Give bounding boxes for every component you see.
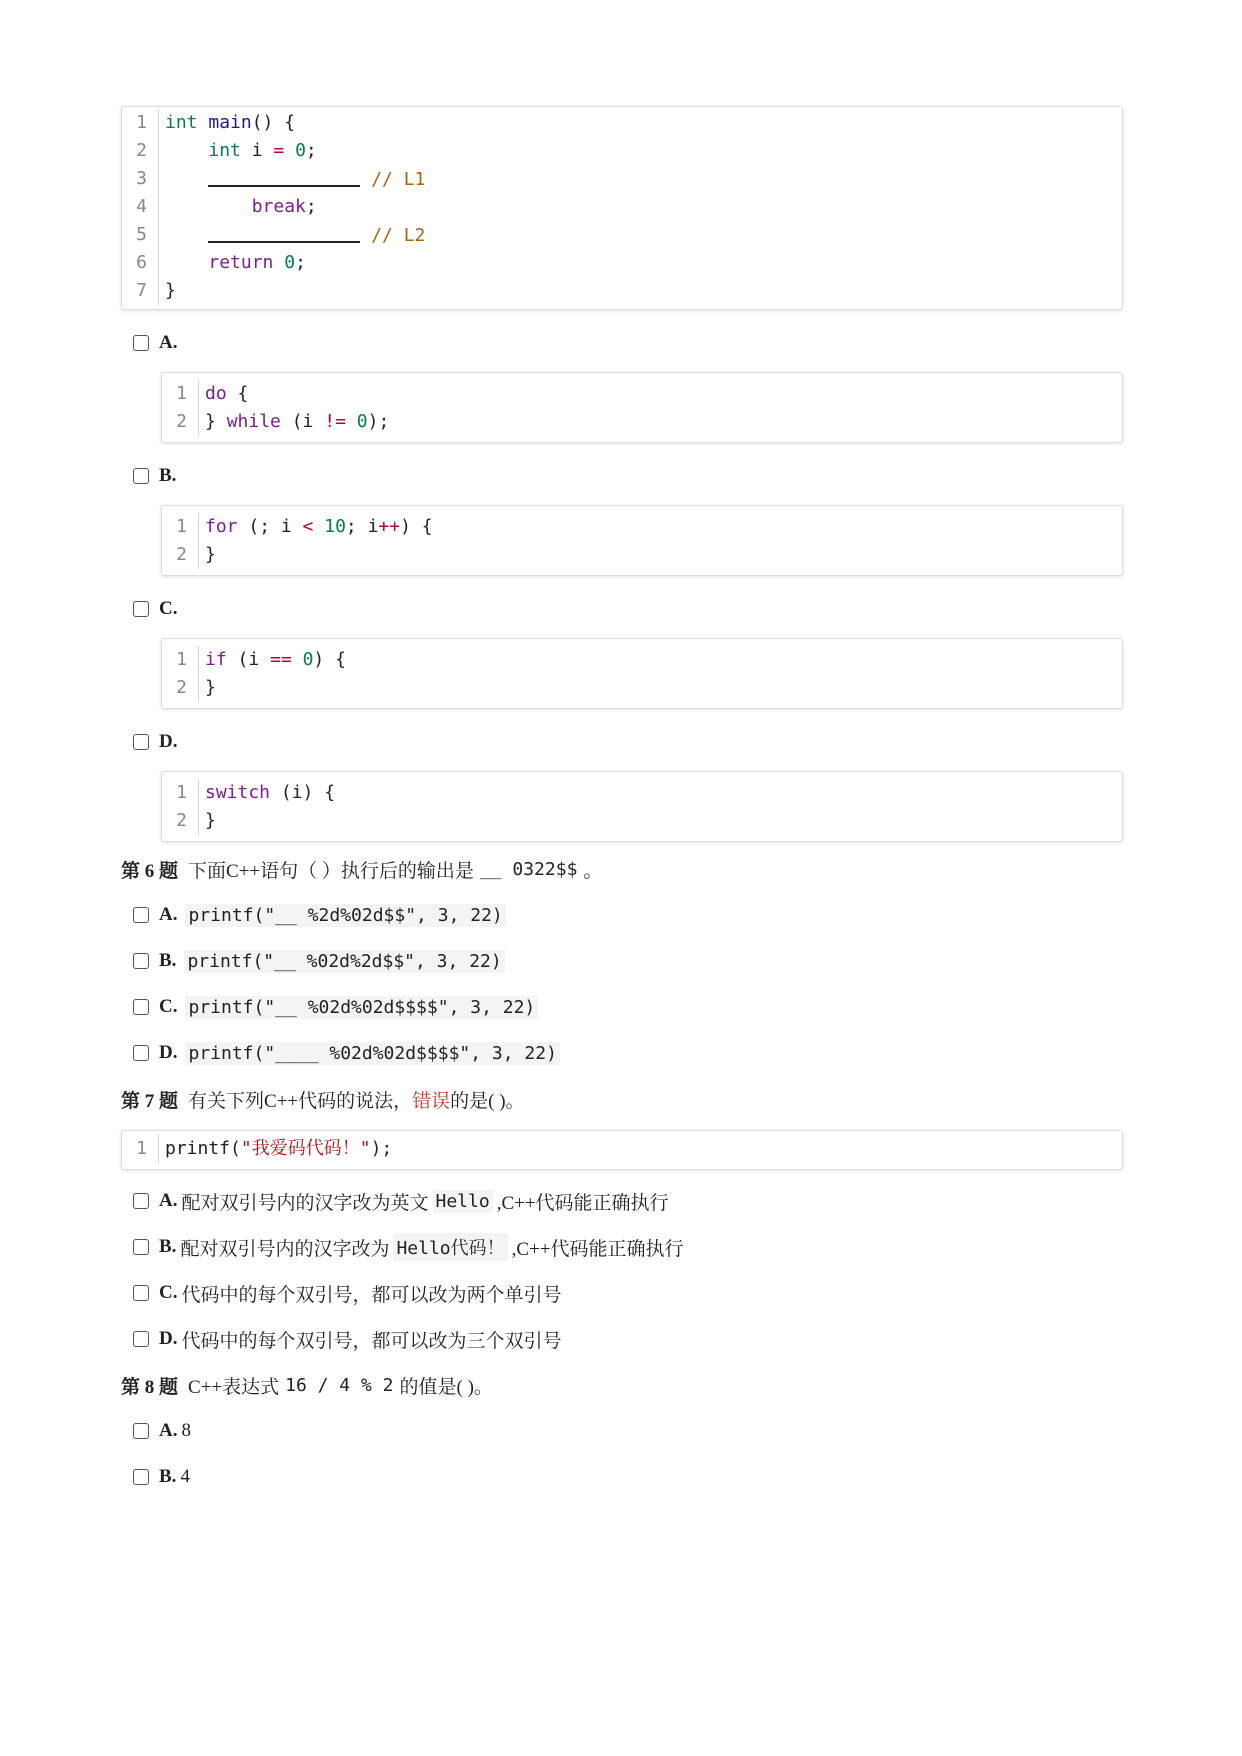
code-row <box>162 646 1122 674</box>
option-label: A. <box>159 904 178 925</box>
option-label: A. <box>159 1420 178 1441</box>
line-number: 3 <box>122 165 159 193</box>
code-row <box>122 193 1122 221</box>
code-token: } <box>205 810 216 831</box>
q6-text-after: 。 <box>583 860 603 882</box>
line-number: 1 <box>162 513 199 541</box>
code-line <box>159 137 317 165</box>
code-token <box>165 169 208 190</box>
option-label: C. <box>159 1282 178 1303</box>
line-number: 4 <box>122 193 159 221</box>
code-line <box>199 807 216 835</box>
code-row <box>122 221 1122 249</box>
q7-text-red: 错误 <box>412 1090 451 1112</box>
q6-options <box>121 900 1123 1068</box>
code-token: main <box>197 112 252 133</box>
code-token: (i <box>226 649 271 670</box>
code-token: break <box>251 196 306 217</box>
option-label: C. <box>159 598 178 619</box>
code-paren: ( <box>230 1138 241 1159</box>
line-number: 1 <box>162 646 199 674</box>
option-code-block <box>161 638 1123 709</box>
code-token: } <box>165 280 176 301</box>
code-token: int <box>208 140 241 161</box>
code-line <box>159 109 295 137</box>
code-row <box>122 137 1122 165</box>
line-number: 1 <box>162 779 199 807</box>
option-c <box>121 594 1123 624</box>
code-token <box>165 196 252 217</box>
checkbox[interactable] <box>133 953 149 969</box>
line-number: 2 <box>162 541 199 569</box>
q7-question <box>121 1084 1123 1114</box>
code-token: ; <box>305 196 317 217</box>
line-number: 6 <box>122 249 159 277</box>
code-line <box>159 249 306 277</box>
checkbox[interactable] <box>133 1239 149 1255</box>
fill-in-blank <box>208 221 360 243</box>
line-number: 5 <box>122 221 159 249</box>
code-line <box>199 674 216 702</box>
option-text: 4 <box>180 1466 190 1487</box>
code-token: while <box>226 411 281 432</box>
code-token: 0 <box>284 140 306 161</box>
code-token: == <box>270 649 292 670</box>
code-token: 0 <box>345 411 368 432</box>
q6-text: 下面C++语句（ ）执行后的输出是 <box>188 860 474 882</box>
exam-page <box>121 106 1123 1492</box>
line-number: 1 <box>162 380 199 408</box>
checkbox[interactable] <box>133 999 149 1015</box>
q6-number: 第 6 题 <box>121 860 179 882</box>
code-token: ; <box>305 140 317 161</box>
fill-in-blank <box>208 165 360 187</box>
code-token: (; i <box>237 516 303 537</box>
checkbox[interactable] <box>133 1423 149 1439</box>
option-text: 代码中的每个双引号，都可以改为三个双引号 <box>181 1330 562 1352</box>
code-token <box>165 252 208 273</box>
q7-code-block <box>121 1130 1123 1170</box>
option-text: 配对双引号内的汉字改为 <box>180 1238 390 1260</box>
code-token: switch <box>205 782 271 803</box>
option-text: 配对双引号内的汉字改为英文 <box>181 1192 429 1214</box>
q7-number: 第 7 题 <box>121 1090 179 1112</box>
code-token: = <box>273 140 285 161</box>
q6-option <box>121 900 1123 930</box>
option-label: D. <box>159 731 178 752</box>
option-code: Hello <box>433 1190 493 1213</box>
code-line <box>199 408 389 436</box>
code-fn: printf <box>165 1138 231 1159</box>
code-token <box>165 225 208 246</box>
code-line <box>199 380 248 408</box>
code-token: ); <box>367 411 390 432</box>
code-token: } <box>205 544 216 565</box>
q8-number: 第 8 题 <box>121 1376 179 1398</box>
option-text-after: ,C++代码能正确执行 <box>511 1238 684 1260</box>
code-row <box>162 779 1122 807</box>
option-text: 代码中的每个双引号，都可以改为两个单引号 <box>181 1284 562 1306</box>
checkbox[interactable] <box>133 335 149 351</box>
code-line <box>199 779 335 807</box>
q6-option <box>121 1038 1123 1068</box>
checkbox[interactable] <box>133 1331 149 1347</box>
option-code: printf("____ %02d%02d$$$$", 3, 22) <box>185 1042 559 1065</box>
line-number: 2 <box>162 674 199 702</box>
checkbox[interactable] <box>133 601 149 617</box>
q8-question <box>121 1370 1123 1400</box>
code-line <box>159 165 425 193</box>
code-token: int <box>165 112 198 133</box>
q8-options <box>121 1416 1123 1492</box>
option-text-after: ,C++代码能正确执行 <box>496 1192 669 1214</box>
code-string: "我爱码代码！" <box>240 1138 371 1159</box>
q6-code: __ 0322$$ <box>479 858 578 880</box>
option-code: printf("__ %02d%02d$$$$", 3, 22) <box>185 996 538 1019</box>
option-a <box>121 328 1123 358</box>
option-code-block <box>161 505 1123 576</box>
checkbox[interactable] <box>133 1045 149 1061</box>
option-label: D. <box>159 1042 178 1063</box>
code-token: (i <box>280 411 325 432</box>
line-number: 2 <box>162 807 199 835</box>
q6-question <box>121 854 1123 884</box>
q7-option <box>121 1186 1123 1216</box>
code-token: { <box>226 383 249 404</box>
code-line <box>159 277 176 305</box>
code-token: for <box>205 516 238 537</box>
code-row <box>122 249 1122 277</box>
line-number: 1 <box>122 1135 159 1163</box>
q8-option <box>121 1462 1123 1492</box>
q7-options <box>121 1186 1123 1354</box>
main-code-block <box>121 106 1123 310</box>
code-token: < <box>302 516 314 537</box>
code-line <box>159 1135 392 1163</box>
code-token: // L2 <box>360 225 426 246</box>
option-code: printf("__ %02d%2d$$", 3, 22) <box>184 950 504 973</box>
q7-text-after: 的是( )。 <box>450 1090 525 1112</box>
code-row <box>162 674 1122 702</box>
code-line <box>199 646 346 674</box>
option-code-block <box>161 771 1123 842</box>
code-token <box>165 140 208 161</box>
code-token: () { <box>251 112 296 133</box>
code-token: 0 <box>291 649 314 670</box>
q7-text: 有关下列C++代码的说法， <box>188 1090 413 1112</box>
code-row <box>162 408 1122 436</box>
code-token: ++ <box>378 516 401 537</box>
code-line <box>159 221 425 249</box>
code-token: do <box>205 383 227 404</box>
q5-options <box>121 328 1123 842</box>
option-label: A. <box>159 332 178 353</box>
code-row <box>122 109 1122 137</box>
option-label: A. <box>159 1190 178 1211</box>
option-label: B. <box>159 950 177 971</box>
line-number: 7 <box>122 277 159 305</box>
code-token: i <box>240 140 274 161</box>
line-number: 2 <box>122 137 159 165</box>
code-token: 10 <box>313 516 346 537</box>
q6-option <box>121 992 1123 1022</box>
code-token: return <box>208 252 274 273</box>
checkbox[interactable] <box>133 907 149 923</box>
option-text: 8 <box>181 1420 191 1441</box>
q8-code: 16 / 4 % 2 <box>285 1374 394 1396</box>
code-token: // L1 <box>360 169 426 190</box>
code-row <box>162 513 1122 541</box>
q7-option <box>121 1278 1123 1308</box>
q8-text-after: 的值是( )。 <box>399 1376 493 1398</box>
checkbox[interactable] <box>133 1285 149 1301</box>
option-label: B. <box>159 465 177 486</box>
code-token: ; i <box>345 516 379 537</box>
option-label: C. <box>159 996 178 1017</box>
option-code: printf("__ %2d%02d$$", 3, 22) <box>185 904 505 927</box>
line-number: 1 <box>122 109 159 137</box>
option-b <box>121 461 1123 491</box>
code-token: (i) { <box>270 782 336 803</box>
option-d <box>121 727 1123 757</box>
checkbox[interactable] <box>133 734 149 750</box>
q7-option <box>121 1324 1123 1354</box>
code-row <box>162 807 1122 835</box>
checkbox[interactable] <box>133 1193 149 1209</box>
code-token: } <box>205 677 216 698</box>
code-token: ) { <box>400 516 433 537</box>
code-token: } <box>205 411 227 432</box>
code-row <box>122 165 1122 193</box>
option-code: Hello代码！ <box>393 1233 507 1261</box>
code-token: 0 <box>273 252 296 273</box>
checkbox[interactable] <box>133 1469 149 1485</box>
code-token: != <box>324 411 346 432</box>
code-token: if <box>205 649 227 670</box>
code-line <box>199 541 216 569</box>
code-row <box>162 380 1122 408</box>
code-token: ) { <box>313 649 346 670</box>
option-label: B. <box>159 1466 177 1487</box>
code-row <box>162 541 1122 569</box>
code-line <box>199 513 433 541</box>
q8-option <box>121 1416 1123 1446</box>
option-label: D. <box>159 1328 178 1349</box>
q6-option <box>121 946 1123 976</box>
line-number: 2 <box>162 408 199 436</box>
q7-option <box>121 1232 1123 1262</box>
code-close: ); <box>370 1138 393 1159</box>
code-line <box>159 193 317 221</box>
q8-text: C++表达式 <box>188 1376 280 1398</box>
code-row <box>122 277 1122 305</box>
code-token: ; <box>295 252 306 273</box>
option-label: B. <box>159 1236 177 1257</box>
checkbox[interactable] <box>133 468 149 484</box>
option-code-block <box>161 372 1123 443</box>
